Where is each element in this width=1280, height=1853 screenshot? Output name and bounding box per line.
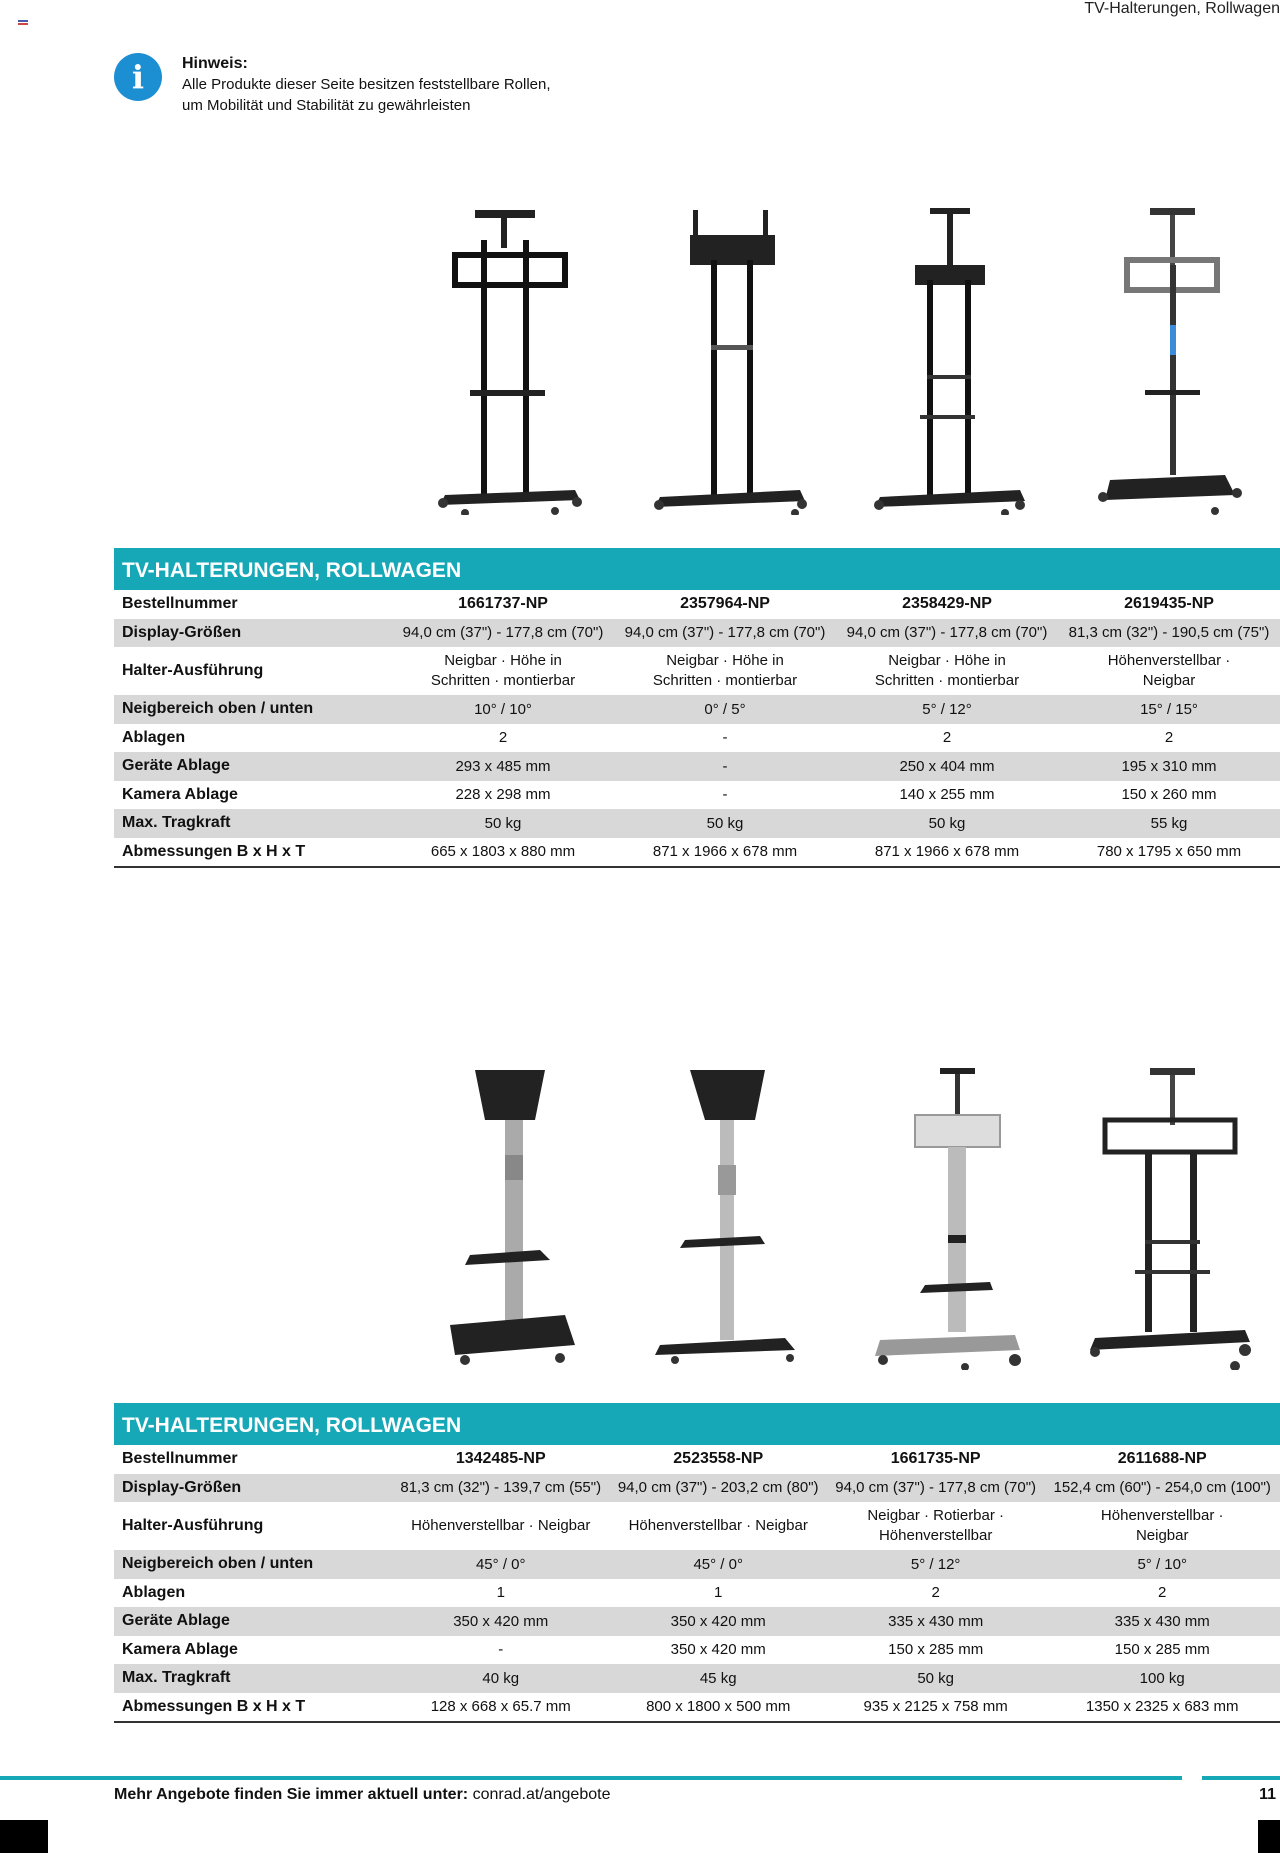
table-cell: - bbox=[722, 786, 728, 804]
row-label: Neigbereich oben / unten bbox=[114, 1550, 392, 1579]
table-row bbox=[114, 1474, 1280, 1503]
product-image-1661735 bbox=[840, 1060, 1060, 1370]
table-row bbox=[114, 1550, 1280, 1579]
corner-mark bbox=[1258, 1820, 1280, 1853]
spec-table bbox=[114, 590, 1280, 868]
row-label: Bestellnummer bbox=[122, 1450, 238, 1468]
table-cell: 350 x 420 mm bbox=[670, 1641, 766, 1659]
table-cell: 150 x 285 mm bbox=[1114, 1641, 1210, 1659]
table-cell: 50 kg bbox=[392, 809, 614, 838]
table-cell: 800 x 1800 x 500 mm bbox=[609, 1693, 826, 1723]
table-cell: 94,0 cm (37") - 177,8 cm (70") bbox=[836, 619, 1058, 648]
table-row bbox=[114, 1636, 1280, 1665]
table-cell bbox=[1044, 1502, 1280, 1550]
table-cell: 350 x 420 mm bbox=[609, 1607, 826, 1636]
product-image-2611688 bbox=[1060, 1060, 1280, 1370]
tv-cart-image bbox=[865, 1060, 1035, 1370]
tv-cart-image bbox=[1085, 1060, 1255, 1370]
table-cell: 45° / 0° bbox=[392, 1550, 609, 1579]
product-image-1661737 bbox=[400, 205, 620, 515]
table-cell: 81,3 cm (32") - 190,5 cm (75") bbox=[1058, 619, 1280, 648]
table-cell bbox=[614, 647, 836, 695]
row-label: Display-Größen bbox=[114, 619, 392, 648]
table-cell: 1 bbox=[714, 1584, 723, 1602]
table-cell bbox=[392, 1502, 609, 1550]
footer-divider bbox=[0, 1776, 1182, 1780]
table-row bbox=[114, 1502, 1280, 1550]
table-cell: 195 x 310 mm bbox=[1058, 752, 1280, 781]
table-cell: 94,0 cm (37") - 177,8 cm (70") bbox=[392, 619, 614, 648]
section-title: TV-HALTERUNGEN, ROLLWAGEN bbox=[114, 1403, 1280, 1445]
table-cell: 15° / 15° bbox=[1058, 695, 1280, 724]
tv-cart-image bbox=[645, 205, 815, 515]
hint-line-2: um Mobilität und Stabilität zu gewährleisten bbox=[182, 97, 471, 114]
table-cell: 55 kg bbox=[1058, 809, 1280, 838]
spec-table bbox=[114, 1445, 1280, 1723]
table-cell: 0° / 5° bbox=[614, 695, 836, 724]
table-cell: 2 bbox=[1158, 1584, 1167, 1602]
table-cell: 100 kg bbox=[1044, 1664, 1280, 1693]
table-cell: 293 x 485 mm bbox=[392, 752, 614, 781]
tv-cart-image bbox=[425, 205, 595, 515]
row-label: Halter-Ausführung bbox=[122, 1517, 264, 1534]
table-cell: 250 x 404 mm bbox=[836, 752, 1058, 781]
product-images-row-1 bbox=[400, 205, 1280, 515]
row-label: Abmessungen B x H x T bbox=[114, 838, 392, 868]
corner-mark bbox=[0, 1820, 48, 1853]
cell-line: Neigbar bbox=[1135, 1527, 1189, 1544]
table-cell: 40 kg bbox=[392, 1664, 609, 1693]
order-number: 1661737-NP bbox=[458, 595, 548, 613]
table-row bbox=[114, 619, 1280, 648]
table-cell: 1 bbox=[496, 1584, 505, 1602]
tv-cart-image bbox=[865, 205, 1035, 515]
row-label: Kamera Ablage bbox=[122, 1640, 238, 1658]
table-cell: 335 x 430 mm bbox=[827, 1607, 1044, 1636]
hint-box bbox=[114, 53, 551, 116]
table-cell: 150 x 260 mm bbox=[1121, 786, 1217, 804]
table-cell: 871 x 1966 x 678 mm bbox=[836, 838, 1058, 868]
table-row bbox=[114, 1607, 1280, 1636]
row-label: Geräte Ablage bbox=[114, 1607, 392, 1636]
table-cell: 2 bbox=[498, 729, 508, 747]
cell-line: Höhenverstellbar · bbox=[1107, 652, 1231, 669]
table-cell bbox=[392, 647, 614, 695]
table-cell bbox=[1058, 647, 1280, 695]
row-label: Halter-Ausführung bbox=[122, 662, 264, 679]
table-cell: 5° / 12° bbox=[827, 1550, 1044, 1579]
hint-line-1: Alle Produkte dieser Seite besitzen feststellbare Rollen, bbox=[182, 76, 551, 93]
table-cell: 335 x 430 mm bbox=[1044, 1607, 1280, 1636]
table-cell: 2 bbox=[942, 729, 952, 747]
table-cell: 228 x 298 mm bbox=[455, 786, 551, 804]
table-row bbox=[114, 838, 1280, 868]
product-image-2523558 bbox=[620, 1060, 840, 1370]
table-cell: 50 kg bbox=[614, 809, 836, 838]
tv-cart-image bbox=[425, 1060, 595, 1370]
product-images-row-2 bbox=[400, 1060, 1280, 1370]
table-cell: 50 kg bbox=[836, 809, 1058, 838]
cell-line: Schritten · montierbar bbox=[430, 672, 576, 689]
table-cell: 2 bbox=[931, 1584, 940, 1602]
footer-divider bbox=[1202, 1776, 1280, 1780]
cell-line: Höhenverstellbar bbox=[878, 1527, 993, 1544]
table-row bbox=[114, 1693, 1280, 1723]
table-cell: 94,0 cm (37") - 203,2 cm (80") bbox=[609, 1474, 826, 1503]
table-row bbox=[114, 695, 1280, 724]
table-cell: 871 x 1966 x 678 mm bbox=[614, 838, 836, 868]
table-cell: 665 x 1803 x 880 mm bbox=[392, 838, 614, 868]
order-number: 2611688-NP bbox=[1117, 1450, 1207, 1468]
table-cell: 935 x 2125 x 758 mm bbox=[827, 1693, 1044, 1723]
table-cell: 94,0 cm (37") - 177,8 cm (70") bbox=[827, 1474, 1044, 1503]
product-image-2358429 bbox=[840, 205, 1060, 515]
footer-link[interactable]: conrad.at/angebote bbox=[472, 1786, 611, 1803]
tv-cart-image bbox=[645, 1060, 815, 1370]
table-cell: 50 kg bbox=[827, 1664, 1044, 1693]
page-header-title: TV-Halterungen, Rollwagen bbox=[1084, 0, 1280, 17]
cell-line: Neigbar bbox=[1142, 672, 1196, 689]
hint-text bbox=[182, 53, 551, 116]
spec-section-2 bbox=[114, 1403, 1280, 1723]
row-label: Ablagen bbox=[122, 1583, 186, 1601]
tv-cart-image bbox=[1085, 205, 1255, 515]
footer-text bbox=[114, 1786, 610, 1804]
cell-line: Höhenverstellbar · bbox=[1100, 1507, 1224, 1524]
table-cell: 2 bbox=[1164, 729, 1174, 747]
spec-section-1 bbox=[114, 548, 1280, 868]
row-label: Abmessungen B x H x T bbox=[114, 1693, 392, 1723]
table-cell: 10° / 10° bbox=[392, 695, 614, 724]
footer-lead: Mehr Angebote finden Sie immer aktuell unter: bbox=[114, 1786, 469, 1803]
row-label: Ablagen bbox=[122, 728, 186, 746]
product-image-2619435 bbox=[1060, 205, 1280, 515]
row-label: Neigbereich oben / unten bbox=[114, 695, 392, 724]
table-row bbox=[114, 590, 1280, 619]
table-cell bbox=[827, 1502, 1044, 1550]
table-cell: - bbox=[722, 729, 728, 747]
cell-line: Neigbar · Höhe in bbox=[666, 652, 784, 669]
product-image-2357964 bbox=[620, 205, 840, 515]
cell-line: Schritten · montierbar bbox=[652, 672, 798, 689]
table-row bbox=[114, 1579, 1280, 1608]
table-row bbox=[114, 724, 1280, 753]
table-row bbox=[114, 1664, 1280, 1693]
order-number: 2619435-NP bbox=[1124, 595, 1214, 613]
cell-line: Höhenverstellbar · Neigbar bbox=[411, 1517, 591, 1534]
cell-line: Schritten · montierbar bbox=[874, 672, 1020, 689]
table-row bbox=[114, 1445, 1280, 1474]
table-cell: 5° / 12° bbox=[836, 695, 1058, 724]
row-label: Max. Tragkraft bbox=[114, 1664, 392, 1693]
table-row bbox=[114, 809, 1280, 838]
table-cell: 45° / 0° bbox=[609, 1550, 826, 1579]
order-number: 2358429-NP bbox=[902, 595, 992, 613]
cell-line: Neigbar · Höhe in bbox=[888, 652, 1006, 669]
table-cell: 350 x 420 mm bbox=[392, 1607, 609, 1636]
row-label: Geräte Ablage bbox=[114, 752, 392, 781]
row-label: Max. Tragkraft bbox=[114, 809, 392, 838]
table-cell: - bbox=[614, 752, 836, 781]
table-cell: 150 x 285 mm bbox=[888, 1641, 984, 1659]
table-row bbox=[114, 647, 1280, 695]
table-cell: 94,0 cm (37") - 177,8 cm (70") bbox=[614, 619, 836, 648]
table-cell: 780 x 1795 x 650 mm bbox=[1058, 838, 1280, 868]
order-number: 1661735-NP bbox=[890, 1450, 981, 1468]
row-label: Bestellnummer bbox=[122, 595, 238, 613]
row-label: Display-Größen bbox=[114, 1474, 392, 1503]
table-cell: 140 x 255 mm bbox=[899, 786, 995, 804]
row-label: Kamera Ablage bbox=[122, 785, 238, 803]
flag-icon bbox=[18, 20, 28, 27]
product-image-1342485 bbox=[400, 1060, 620, 1370]
table-row bbox=[114, 752, 1280, 781]
table-cell: 128 x 668 x 65.7 mm bbox=[392, 1693, 609, 1723]
cell-line: Neigbar · Höhe in bbox=[444, 652, 562, 669]
table-cell: 5° / 10° bbox=[1044, 1550, 1280, 1579]
page-number: 11 bbox=[1259, 1786, 1276, 1803]
order-number: 2523558-NP bbox=[673, 1450, 764, 1468]
section-title: TV-HALTERUNGEN, ROLLWAGEN bbox=[114, 548, 1280, 590]
cell-line: Neigbar · Rotierbar · bbox=[867, 1507, 1005, 1524]
info-icon: i bbox=[114, 53, 162, 101]
table-cell: 152,4 cm (60") - 254,0 cm (100") bbox=[1044, 1474, 1280, 1503]
cell-line: Höhenverstellbar · Neigbar bbox=[628, 1517, 808, 1534]
table-cell bbox=[609, 1502, 826, 1550]
table-row bbox=[114, 781, 1280, 810]
table-cell: 81,3 cm (32") - 139,7 cm (55") bbox=[392, 1474, 609, 1503]
table-cell: - bbox=[498, 1641, 504, 1659]
table-cell: 1350 x 2325 x 683 mm bbox=[1044, 1693, 1280, 1723]
order-number: 1342485-NP bbox=[455, 1450, 546, 1468]
table-cell: 45 kg bbox=[609, 1664, 826, 1693]
hint-title: Hinweis: bbox=[182, 55, 248, 72]
order-number: 2357964-NP bbox=[680, 595, 770, 613]
table-cell bbox=[836, 647, 1058, 695]
